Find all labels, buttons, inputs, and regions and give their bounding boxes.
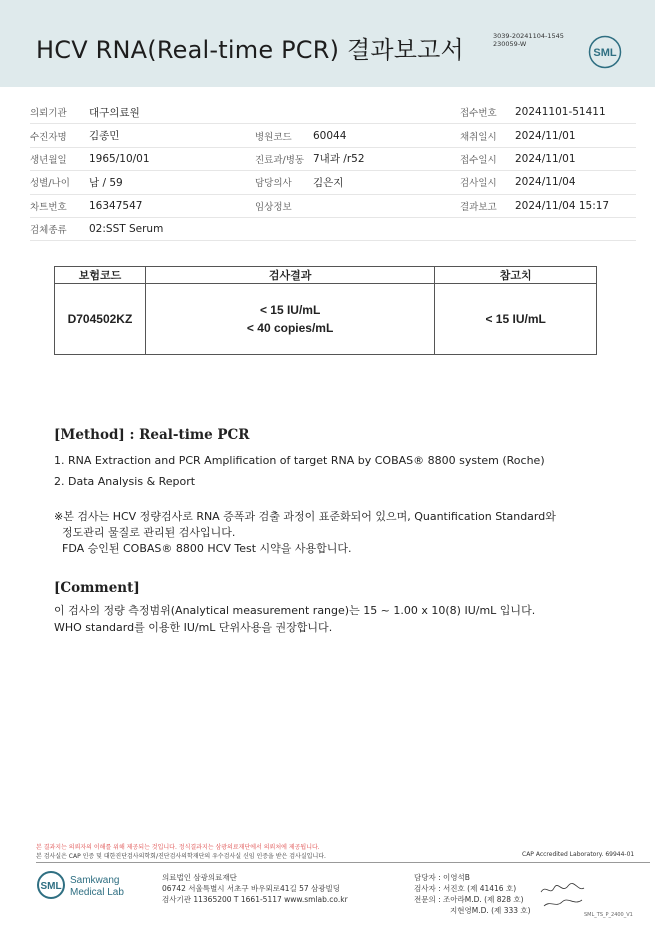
col-code-header: 보험코드 <box>55 267 146 284</box>
patient-info-table <box>30 101 636 241</box>
method-title: [Method] : Real-time PCR <box>54 427 250 443</box>
report-header <box>0 0 655 87</box>
test-date-label: 검사일시 <box>460 171 515 194</box>
result-copies: < 40 copies/mL <box>246 321 334 335</box>
result-table <box>54 266 597 355</box>
collect-date-label: 채취일시 <box>460 124 515 147</box>
institution-value: 대구의료원 <box>89 101 255 124</box>
footer-divider <box>36 862 650 863</box>
report-date-value: 2024/11/04 15:17 <box>515 194 636 217</box>
result-header-row <box>55 267 597 284</box>
sml-logo-icon <box>588 35 622 69</box>
hospital-code-label: 병원코드 <box>255 124 313 147</box>
sex-age-label: 성별/나이 <box>30 171 89 194</box>
comment-line-1: 이 검사의 정량 측정범위(Analytical measurement range)는 15 ~ 1.00 x 10(8) IU/mL 입니다. <box>54 604 536 617</box>
comment-title: [Comment] <box>54 580 140 596</box>
clinical-label: 임상정보 <box>255 194 313 217</box>
comment-line-2: WHO standard를 이용한 IU/mL 단위사용을 권장합니다. <box>54 621 333 634</box>
result-row <box>55 284 597 355</box>
svg-text:Samkwang: Samkwang <box>70 875 120 886</box>
method-note-2: 정도관리 물질로 관리된 검사입니다. <box>62 526 236 539</box>
doctor-value: 김은지 <box>313 171 460 194</box>
form-code: SML_TS_P_2400_V1 <box>584 912 633 918</box>
svg-text:SML: SML <box>593 47 617 59</box>
clinical-value <box>313 194 460 217</box>
info-row <box>30 171 636 194</box>
collect-date-value: 2024/11/01 <box>515 124 636 147</box>
samkwang-logo-icon <box>36 870 148 900</box>
dept-value: 7내과 /r52 <box>313 147 460 170</box>
birth-value: 1965/10/01 <box>89 147 255 170</box>
specimen-label: 검체종류 <box>30 217 89 240</box>
method-item-1: 1. RNA Extraction and PCR Amplification of target RNA by COBAS® 8800 system (Roche) <box>54 454 545 467</box>
institution-label: 의뢰기관 <box>30 101 89 124</box>
cap-accreditation: CAP Accredited Laboratory. 69944-01 <box>522 851 635 858</box>
footer-notice: 본 검사실은 CAP 인증 및 대한진단검사의학회/진단검사의학재단의 우수검사실 신임 인증을 받은 검사실입니다. <box>36 853 326 860</box>
receive-date-value: 2024/11/01 <box>515 147 636 170</box>
result-value <box>145 284 434 355</box>
info-row <box>30 194 636 217</box>
dept-label: 진료과/병동 <box>255 147 313 170</box>
footer-notice-red: 본 결과지는 의뢰자의 이해를 위해 제공되는 것입니다. 정식결과지는 삼광의료재단에서 의뢰처에 제공됩니다. <box>36 844 320 851</box>
hospital-code-value: 60044 <box>313 124 460 147</box>
col-ref-header: 참고치 <box>435 267 597 284</box>
specimen-value: 02:SST Serum <box>89 217 255 240</box>
report-date-label: 결과보고 <box>460 194 515 217</box>
chart-no-label: 차트번호 <box>30 194 89 217</box>
svg-text:Medical Lab: Medical Lab <box>70 887 124 898</box>
info-row <box>30 217 636 240</box>
patient-label: 수진자명 <box>30 124 89 147</box>
result-iu: < 15 IU/mL <box>259 303 321 317</box>
document-id: 3039-20241104-1545 230059-W <box>493 32 564 48</box>
sex-age-value: 남 / 59 <box>89 171 255 194</box>
receive-date-label: 접수일시 <box>460 147 515 170</box>
method-note-1: ※본 검사는 HCV 정량검사로 RNA 증폭과 검출 과정이 표준화되어 있으며, Quantification Standard와 <box>54 510 556 523</box>
chart-no-value: 16347547 <box>89 194 255 217</box>
doctor-label: 담당의사 <box>255 171 313 194</box>
info-row <box>30 147 636 170</box>
info-row <box>30 124 636 147</box>
footer-address: 의료법인 삼광의료재단 06742 서울특별시 서초구 바우뫼로41길 57 삼광빌딩 검사기관 11365200 T 1661-5117 www.smlab.co.kr <box>162 873 348 904</box>
result-code: D704502KZ <box>55 284 146 355</box>
receipt-no-label: 접수번호 <box>460 101 515 124</box>
signature-icon <box>538 880 588 910</box>
patient-value: 김종민 <box>89 124 255 147</box>
method-item-2: 2. Data Analysis & Report <box>54 475 196 488</box>
result-ref: < 15 IU/mL <box>435 284 597 355</box>
birth-label: 생년월일 <box>30 147 89 170</box>
method-note-3: FDA 승인된 COBAS® 8800 HCV Test 시약을 사용합니다. <box>62 542 352 555</box>
report-title: HCV RNA(Real-time PCR) 결과보고서 <box>36 36 464 64</box>
receipt-no-value: 20241101-51411 <box>515 101 636 124</box>
info-row <box>30 101 636 124</box>
col-result-header: 검사결과 <box>145 267 434 284</box>
svg-text:SML: SML <box>40 881 62 892</box>
footer-staff: 담당자 : 이영석B 검사자 : 서진호 (제 41416 호) 전문의 : 조아라M.D. (제 828 호) 지현영M.D. (제 333 호) <box>414 873 531 915</box>
test-date-value: 2024/11/04 <box>515 171 636 194</box>
